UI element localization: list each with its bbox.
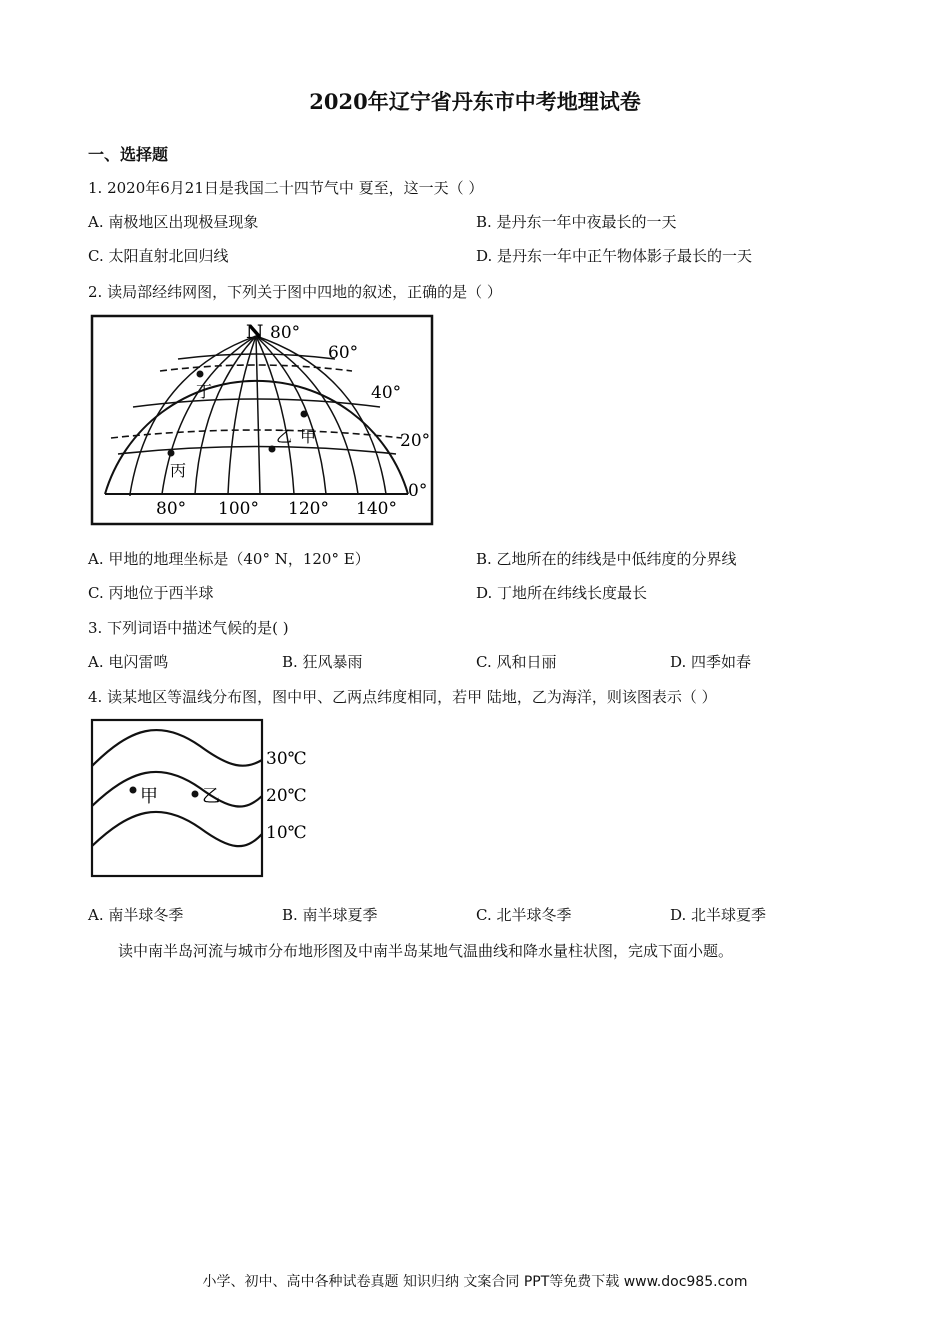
point-yi-q4-label: 乙 — [202, 786, 220, 807]
question-3-option-c: C. 风和日丽 — [476, 653, 557, 671]
question-2-option-d: D. 丁地所在纬线长度最长 — [476, 584, 648, 602]
isotherm-figure — [90, 718, 315, 880]
point-jia-label: 甲 — [300, 427, 317, 446]
lon-label-80: 80° — [156, 499, 187, 519]
isotherm-label-30: 30℃ — [266, 749, 307, 769]
question-3-option-a: A. 电闪雷鸣 — [88, 653, 169, 671]
lon-label-100: 100° — [218, 499, 259, 519]
point-jia-q4 — [130, 787, 137, 794]
question-2-option-a: A. 甲地的地理坐标是（40° N，120° E） — [88, 550, 370, 568]
point-bing-label: 丙 — [170, 461, 187, 480]
isotherm-label-20: 20℃ — [266, 786, 307, 806]
pole-label: N — [246, 321, 264, 343]
lon-label-140: 140° — [356, 499, 397, 519]
question-2-option-c: C. 丙地位于西半球 — [88, 584, 214, 602]
question-2-option-b: B. 乙地所在的纬线是中低纬度的分界线 — [476, 550, 737, 568]
point-bing — [168, 450, 175, 457]
question-3-stem: 3. 下列词语中描述气候的是( ) — [88, 619, 289, 637]
question-4-option-d: D. 北半球夏季 — [670, 906, 767, 924]
reading-intro: 读中南半岛河流与城市分布地形图及中南半岛某地气温曲线和降水量柱状图，完成下面小题。 — [118, 942, 734, 960]
question-4-stem: 4. 读某地区等温线分布图，图中甲、乙两点纬度相同，若甲 陆地，乙为海洋，则该图表示（ ） — [88, 688, 717, 706]
point-ding-label: 丁 — [196, 382, 213, 401]
question-1-stem: 1. 2020年6月21日是我国二十四节气中 夏至，这一天（ ） — [88, 179, 484, 197]
lat-label-20: 20° — [400, 431, 431, 451]
point-yi-label: 乙 — [276, 427, 293, 446]
question-1-option-a: A. 南极地区出现极昼现象 — [88, 213, 259, 231]
question-3-option-b: B. 狂风暴雨 — [282, 653, 363, 671]
page-title: 2020年辽宁省丹东市中考地理试卷 — [309, 89, 641, 114]
question-2-stem: 2. 读局部经纬网图，下列关于图中四地的叙述，正确的是（ ） — [88, 283, 502, 301]
point-jia — [301, 411, 308, 418]
question-1-option-c: C. 太阳直射北回归线 — [88, 247, 229, 265]
question-1-option-d: D. 是丹东一年中正午物体影子最长的一天 — [476, 247, 753, 265]
lat-label-0: 0° — [408, 481, 428, 501]
point-yi-q4 — [192, 791, 199, 798]
point-jia-q4-label: 甲 — [140, 786, 158, 807]
lat-label-60: 60° — [328, 343, 359, 363]
question-1-option-b: B. 是丹东一年中夜最长的一天 — [476, 213, 677, 231]
question-4-option-b: B. 南半球夏季 — [282, 906, 378, 924]
lat-label-80: 80° — [270, 323, 301, 343]
graticule-frame — [92, 316, 432, 524]
section-heading: 一、选择题 — [88, 145, 169, 164]
isotherm-label-10: 10℃ — [266, 823, 307, 843]
point-yi — [269, 446, 276, 453]
lat-label-40: 40° — [371, 383, 402, 403]
graticule-figure — [90, 314, 435, 527]
page-footer: 小学、初中、高中各种试卷真题 知识归纳 文案合同 PPT等免费下载 www.doc985.com — [202, 1274, 748, 1290]
point-ding — [197, 371, 204, 378]
question-3-option-d: D. 四季如春 — [670, 653, 752, 671]
lon-label-120: 120° — [288, 499, 329, 519]
question-4-option-c: C. 北半球冬季 — [476, 906, 572, 924]
question-4-option-a: A. 南半球冬季 — [88, 906, 184, 924]
